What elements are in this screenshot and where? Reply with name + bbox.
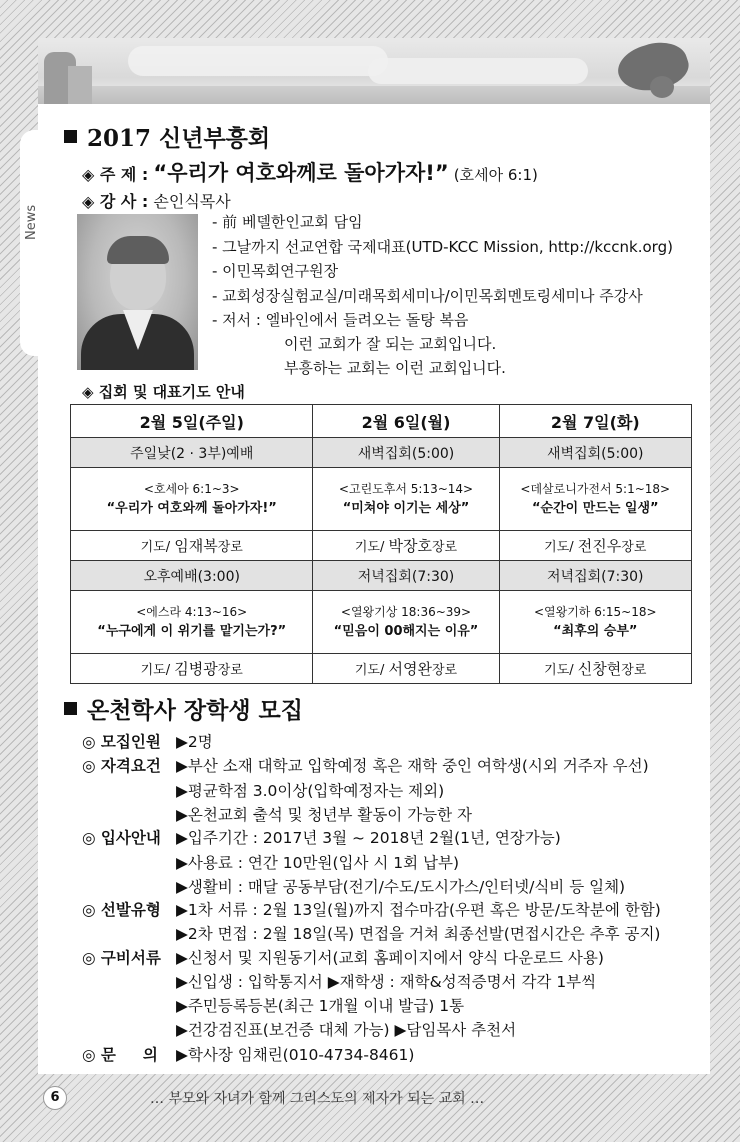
day-header: 2월 7일(화) xyxy=(499,405,691,438)
bio-line: - 저서 : 엘바인에서 들려오는 돌탕 복음 xyxy=(212,311,469,329)
sermon-title: “누구에게 이 위기를 맡기는가?” xyxy=(97,624,287,639)
item-line: ▶사용료 : 연간 10만원(입사 시 1회 납부) xyxy=(176,854,460,872)
prayer-cell: 기도/ 신창현장로 xyxy=(499,654,691,684)
table-header-row xyxy=(71,405,692,438)
side-tab-label: News xyxy=(24,204,39,240)
section-title-revival: 2017 신년부흥회 xyxy=(64,120,270,153)
day-header: 2월 6일(월) xyxy=(313,405,499,438)
item-line: ▶생활비 : 매달 공동부담(전기/수도/도시가스/인터넷/식비 등 일체) xyxy=(176,878,626,896)
speaker-name: 손인식목사 xyxy=(153,192,231,211)
theme-line: ◈ 주 제 : “우리가 여호와께로 돌아가자!” (호세아 6:1) xyxy=(82,161,538,185)
bio-line: 이런 교회가 잘 되는 교회입니다. xyxy=(284,335,497,353)
scripture-ref: <열왕기하 6:15~18> xyxy=(533,605,657,619)
item-line: ▶평균학점 3.0이상(입학예정자는 제외) xyxy=(176,782,445,800)
page-number: 6 xyxy=(43,1086,67,1110)
sermon-cell xyxy=(499,591,691,654)
table-row xyxy=(71,561,692,591)
speaker-photo xyxy=(77,214,198,370)
section-title-scholarship: 온천학사 장학생 모집 xyxy=(64,692,303,725)
table-row xyxy=(71,591,692,654)
item-line: ▶부산 소재 대학교 입학예정 혹은 재학 중인 여학생(시외 거주자 우선) xyxy=(176,757,649,775)
prayer-cell: 기도/ 전진우장로 xyxy=(499,531,691,561)
table-row xyxy=(71,468,692,531)
sermon-cell xyxy=(313,468,499,531)
scripture-ref: <열왕기상 18:36~39> xyxy=(340,605,472,619)
bio-line: - 前 베델한인교회 담임 xyxy=(212,213,363,231)
theme-quote: “우리가 여호와께로 돌아가자!” xyxy=(153,161,449,185)
header-banner-image xyxy=(38,38,710,104)
table-row xyxy=(71,654,692,684)
prayer-cell: 기도/ 박장호장로 xyxy=(313,531,499,561)
scripture-ref: <데살로니가전서 5:1~18> xyxy=(520,482,671,496)
schedule-subtitle: ◈ 집회 및 대표기도 안내 xyxy=(82,383,245,401)
side-tab xyxy=(20,130,46,356)
item-line: ▶학사장 임채린(010-4734-8461) xyxy=(176,1046,415,1064)
table-row xyxy=(71,531,692,561)
scripture-ref: <에스라 4:13~16> xyxy=(136,605,248,619)
bio-line: - 이민목회연구원장 xyxy=(212,262,339,280)
item-line: ▶2명 xyxy=(176,733,213,751)
service-cell: 저녁집회(7:30) xyxy=(499,561,691,591)
table-row xyxy=(71,438,692,468)
bio-line: - 교회성장실험교실/미래목회세미나/이민목회멘토링세미나 주강사 xyxy=(212,287,643,305)
item-line: ▶입주기간 : 2017년 3월 ~ 2018년 2월(1년, 연장가능) xyxy=(176,829,561,847)
sermon-cell xyxy=(313,591,499,654)
prayer-cell: 기도/ 서영완장로 xyxy=(313,654,499,684)
day-header: 2월 5일(주일) xyxy=(71,405,313,438)
footer-motto: … 부모와 자녀가 함께 그리스도의 제자가 되는 교회 … xyxy=(150,1091,485,1107)
theme-reference: (호세아 6:1) xyxy=(453,166,538,184)
item-line: ▶건강검진표(보건증 대체 가능) ▶담임목사 추천서 xyxy=(176,1021,517,1039)
item-line: ▶신입생 : 입학통지서 ▶재학생 : 재학&성적증명서 각각 1부씩 xyxy=(176,973,597,991)
item-line: ▶주민등록등본(최근 1개월 이내 발급) 1통 xyxy=(176,997,465,1015)
item-line: ▶1차 서류 : 2월 13일(월)까지 접수마감(우편 혹은 방문/도착분에 한함) xyxy=(176,901,661,919)
item-line: ▶2차 면접 : 2월 18일(목) 면접을 거쳐 최종선발(면접시간은 추후 공지) xyxy=(176,925,661,943)
bio-line: - 그날까지 선교연합 국제대표(UTD-KCC Mission, http://kccnk.org) xyxy=(212,238,673,256)
sermon-title: “미쳐야 이기는 세상” xyxy=(342,501,470,516)
sermon-title: “최후의 승부” xyxy=(553,624,638,639)
speaker-line: ◈ 강 사 : 손인식목사 xyxy=(82,192,231,211)
service-cell: 주일낮(2 · 3부)예배 xyxy=(71,438,313,468)
service-cell: 저녁집회(7:30) xyxy=(313,561,499,591)
item-line: ▶신청서 및 지원동기서(교회 홈페이지에서 양식 다운로드 사용) xyxy=(176,949,604,967)
scripture-ref: <고린도후서 5:13~14> xyxy=(338,482,474,496)
sermon-cell xyxy=(499,468,691,531)
prayer-cell: 기도/ 임재복장로 xyxy=(71,531,313,561)
schedule-table xyxy=(70,404,692,684)
sermon-title: “믿음이 00해지는 이유” xyxy=(333,624,479,639)
item-line: ▶온천교회 출석 및 청년부 활동이 가능한 자 xyxy=(176,806,473,824)
service-cell: 오후예배(3:00) xyxy=(71,561,313,591)
sermon-cell xyxy=(71,591,313,654)
square-bullet-icon xyxy=(64,130,77,143)
scripture-ref: <호세아 6:1~3> xyxy=(143,482,240,496)
service-cell: 새벽집회(5:00) xyxy=(313,438,499,468)
bio-line: 부흥하는 교회는 이런 교회입니다. xyxy=(284,359,506,377)
sermon-title: “우리가 여호와께 돌아가자!” xyxy=(106,501,277,516)
prayer-cell: 기도/ 김병광장로 xyxy=(71,654,313,684)
sermon-title: “순간이 만드는 일생” xyxy=(531,501,659,516)
square-bullet-icon xyxy=(64,702,77,715)
service-cell: 새벽집회(5:00) xyxy=(499,438,691,468)
sermon-cell xyxy=(71,468,313,531)
